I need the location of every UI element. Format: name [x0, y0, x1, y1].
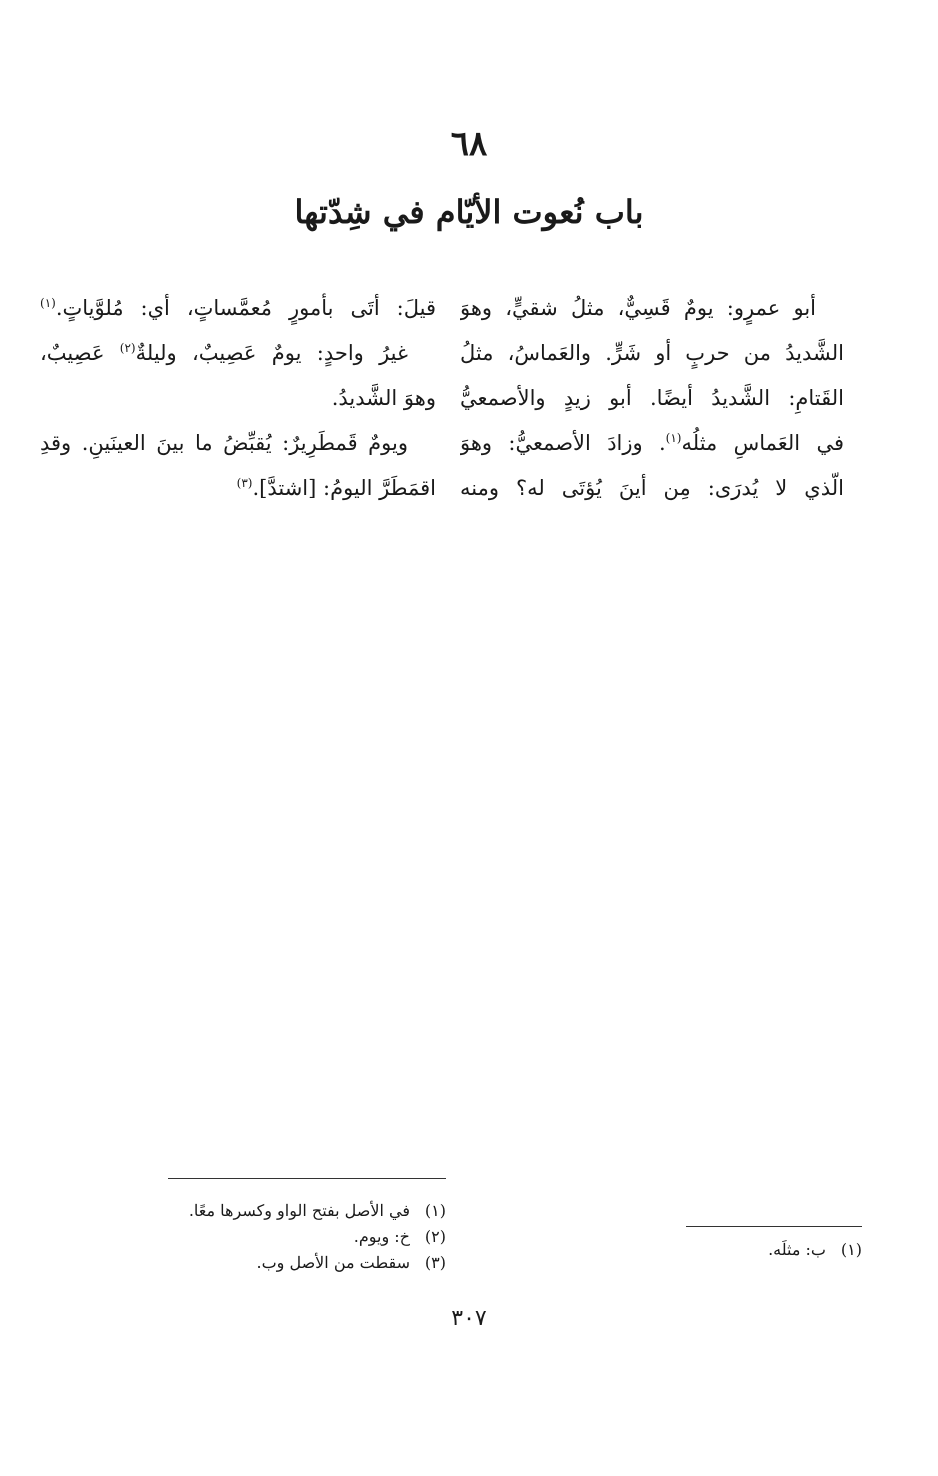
left-column-line-text: اقمَطَرَّ اليومُ: [اشتدَّ].: [252, 476, 436, 500]
left-column-line: [40, 286, 436, 331]
left-column-line-text: غيرُ واحدٍ: يومٌ عَصِيبٌ، وليلةٌ: [135, 341, 408, 365]
chapter-number: ٦٨: [450, 124, 488, 164]
footnote-text: سقطت من الأصل وب.: [256, 1253, 410, 1272]
right-column-line: [460, 421, 844, 466]
footnote-number: (٣): [424, 1253, 446, 1272]
right-column-line: القَتامِ: الشَّديدُ أيضًا. أبو زيدٍ والأصمعيُّ: [460, 386, 844, 410]
footnote-item: [146, 1250, 446, 1276]
footnote-marker: (١): [40, 296, 56, 310]
right-column-line: الشَّديدُ من حربٍ أو شَرٍّ. والعَماسُ، مثلُ: [460, 341, 844, 365]
footnote-marker: (٢): [119, 341, 136, 355]
footnote-number: (١): [840, 1240, 862, 1259]
footnote-number: (٢): [424, 1227, 446, 1246]
footnote-separator: [168, 1178, 446, 1179]
right-column-line-text: في العَماسِ مثلُه: [681, 431, 844, 455]
left-column-line-text: قيلَ: أتَى بأمورٍ مُعمَّساتٍ، أي: مُلوَّياتٍ.: [55, 296, 436, 320]
footnote-text: ب: مثلَه.: [768, 1240, 826, 1259]
footnote-item: [146, 1224, 446, 1250]
left-column-line-text: عَصِيبٌ،: [40, 341, 105, 365]
left-column-line: ويومٌ قَمطَرِيرٌ: يُقبِّضُ ما بينَ العينَينِ. وقدِ: [40, 431, 408, 455]
right-column-line: أبو عمرٍو: يومٌ قَسِيٌّ، مثلُ شقيٍّ، وهوَ: [460, 296, 816, 320]
footnote-marker: (٣): [236, 476, 253, 490]
footnote-text: خ: ويوم.: [353, 1227, 410, 1246]
left-column-line: وهوَ الشَّديدُ.: [331, 386, 436, 410]
footnote-number: (١): [424, 1201, 446, 1220]
right-column-line-text: . وزادَ الأصمعيُّ: وهوَ: [460, 431, 666, 455]
left-column-line: [40, 466, 436, 511]
page-number: ٣٠٧: [451, 1306, 487, 1331]
footnote-text: في الأصل بفتح الواو وكسرها معًا.: [188, 1201, 410, 1220]
footnote-item: [146, 1198, 446, 1224]
chapter-title: باب نُعوت الأيّام في شِدّتها: [294, 193, 644, 231]
footnote-marker: (١): [665, 431, 682, 445]
footnote-item: [662, 1237, 862, 1263]
right-column: [460, 286, 844, 511]
footnote-separator: [686, 1226, 862, 1227]
left-column-line: [40, 331, 436, 376]
right-column-line: الّذي لا يُدرَى: مِن أينَ يُؤتَى له؟ ومنه: [460, 476, 844, 500]
footnotes-right: [662, 1237, 862, 1263]
left-column: [40, 286, 436, 511]
footnotes-left: [146, 1198, 446, 1276]
